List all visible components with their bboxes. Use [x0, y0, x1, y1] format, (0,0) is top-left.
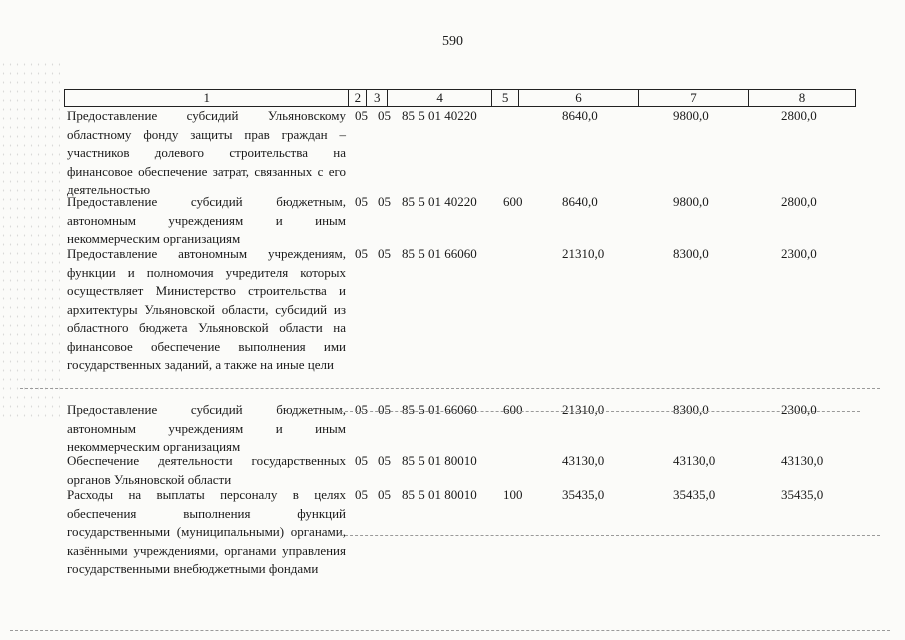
- row-section: 05: [355, 194, 368, 209]
- scan-artifact-line: [340, 411, 860, 412]
- row-amount-3: 2800,0: [781, 108, 817, 123]
- row-amount-1: 21310,0: [562, 402, 605, 417]
- row-section: 05: [355, 108, 368, 123]
- row-expense-type: 100: [503, 487, 523, 502]
- row-amount-2: 35435,0: [673, 487, 716, 502]
- row-subsection: 05: [378, 453, 391, 468]
- row-amount-2: 8300,0: [673, 246, 709, 261]
- row-section: 05: [355, 487, 368, 502]
- column-header-8: 8: [798, 90, 806, 105]
- scan-artifact-line: [340, 535, 880, 536]
- row-subsection: 05: [378, 246, 391, 261]
- row-amount-2: 8300,0: [673, 402, 709, 417]
- row-target-code: 85 5 01 40220: [402, 108, 477, 123]
- row-amount-1: 43130,0: [562, 453, 605, 468]
- row-amount-3: 2300,0: [781, 402, 817, 417]
- row-expense-type: 600: [503, 402, 523, 417]
- row-amount-1: 35435,0: [562, 487, 605, 502]
- row-description: Предоставление субсидий бюджетным, автономным учреждениям и иным некоммерческим организациям: [67, 194, 346, 246]
- row-description: Предоставление субсидий Ульяновскому областному фонду защиты прав граждан – участников долевого строительства на финансовое обеспечение затрат, связанных с его деятельностью: [67, 108, 346, 197]
- scan-artifact-line: [10, 630, 890, 631]
- row-amount-2: 9800,0: [673, 194, 709, 209]
- row-subsection: 05: [378, 108, 391, 123]
- row-amount-3: 2800,0: [781, 194, 817, 209]
- row-amount-2: 9800,0: [673, 108, 709, 123]
- column-header-6: 6: [519, 90, 639, 106]
- row-amount-1: 8640,0: [562, 194, 598, 209]
- row-subsection: 05: [378, 402, 391, 417]
- column-header-3: 3: [367, 90, 388, 106]
- scan-margin-noise: [0, 60, 60, 420]
- row-section: 05: [355, 246, 368, 261]
- row-expense-type: 600: [503, 194, 523, 209]
- row-section: 05: [355, 453, 368, 468]
- column-header-2: 2: [349, 90, 367, 106]
- row-target-code: 85 5 01 66060: [402, 246, 477, 261]
- page-number: 590: [442, 34, 463, 49]
- row-target-code: 85 5 01 80010: [402, 487, 477, 502]
- row-amount-3: 2300,0: [781, 246, 817, 261]
- row-section: 05: [355, 402, 368, 417]
- row-amount-3: 35435,0: [781, 487, 824, 502]
- row-description: Предоставление субсидий бюджетным, автономным учреждениям и иным некоммерческим организациям: [67, 402, 346, 454]
- row-target-code: 85 5 01 40220: [402, 194, 477, 209]
- table-column-header: [64, 89, 856, 107]
- column-header-4: 4: [388, 90, 492, 106]
- scan-artifact-line: [20, 388, 880, 389]
- row-target-code: 85 5 01 66060: [402, 402, 477, 417]
- row-description: Предоставление автономным учреждениям, функции и полномочия учредителя которых осуществляет Министерство строительства и архитектуры Ульяновской области, субсидий из областного бюджета Ульяновской области на финансовое обеспечение выполнения ими государственных заданий, а также на иные цели: [67, 246, 346, 372]
- row-amount-3: 43130,0: [781, 453, 824, 468]
- column-header-1: 1: [65, 90, 349, 106]
- column-header-5: 5: [492, 90, 519, 106]
- row-subsection: 05: [378, 487, 391, 502]
- row-amount-2: 43130,0: [673, 453, 716, 468]
- row-subsection: 05: [378, 194, 391, 209]
- row-description: Обеспечение деятельности государственных органов Ульяновской области: [67, 453, 346, 487]
- row-target-code: 85 5 01 80010: [402, 453, 477, 468]
- row-amount-1: 8640,0: [562, 108, 598, 123]
- column-header-7: 7: [639, 90, 749, 106]
- row-description: Расходы на выплаты персоналу в целях обеспечения выполнения функций государственными (муниципальными) органами, казёнными учреждениями, органами управления государственными внебюджетными фондами: [67, 487, 346, 576]
- row-amount-1: 21310,0: [562, 246, 605, 261]
